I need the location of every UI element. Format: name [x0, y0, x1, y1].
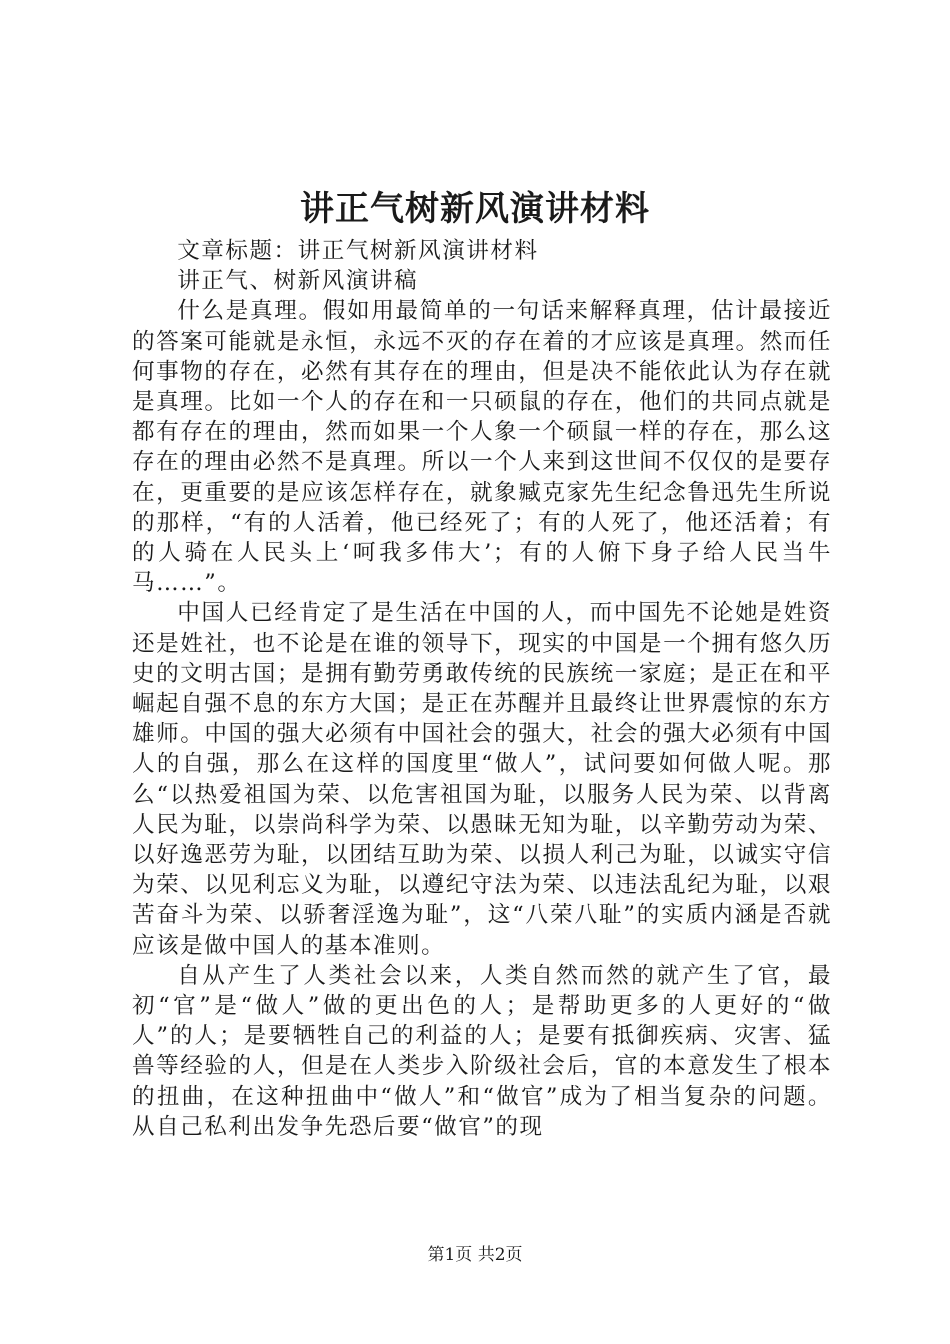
document-title: 讲正气树新风演讲材料: [300, 189, 650, 229]
paragraph: 中国人已经肯定了是生活在中国的人，而中国先不论她是姓资还是姓社，也不论是在谁的领导下，现实的中国是一个拥有悠久历史的文明古国；是拥有勤劳勇敢传统的民族统一家庭；是正在和平崛起自强不息的东方大国；是正在苏醒并且最终让世界震惊的东方雄师。中国的强大必须有中国社会的强大，社会的强大必须有中国人的自强，那么在这样的国度里“做人”，试问要如何做人呢。那么“以热爱祖国为荣、以危害祖国为耻，以服务人民为荣、以背离人民为耻，以崇尚科学为荣、以愚昧无知为耻，以辛勤劳动为荣、以好逸恶劳为耻，以团结互助为荣、以损人利己为耻，以诚实守信为荣、以见利忘义为耻，以遵纪守法为荣、以违法乱纪为耻，以艰苦奋斗为荣、以骄奢淫逸为耻”，这“八荣八耻”的实质内涵是否就应该是做中国人的基本准则。: [132, 600, 832, 959]
page-number-footer: 第1页 共2页: [427, 1245, 523, 1265]
meta-line: 文章标题：讲正气树新风演讲材料: [177, 238, 539, 264]
speech-subtitle: 讲正气、树新风演讲稿: [177, 268, 419, 295]
document-body: [132, 236, 832, 1142]
paragraph: 自从产生了人类社会以来，人类自然而然的就产生了官，最初“官”是“做人”做的更出色的人；是帮助更多的人更好的“做人”的人；是要牺牲自己的利益的人；是要有抵御疾病、灾害、猛兽等经验的人，但是在人类步入阶级社会后，官的本意发生了根本的扭曲，在这种扭曲中“做人”和“做官”成为了相当复杂的问题。从自己私利出发争先恐后要“做官”的现: [132, 962, 832, 1140]
paragraph: 什么是真理。假如用最简单的一句话来解释真理，估计最接近的答案可能就是永恒，永远不灭的存在着的才应该是真理。然而任何事物的存在，必然有其存在的理由，但是决不能依此认为存在就是真理。比如一个人的存在和一只硕鼠的存在，他们的共同点就是都有存在的理由，然而如果一个人象一个硕鼠一样的存在，那么这存在的理由必然不是真理。所以一个人来到这世间不仅仅的是要存在，更重要的是应该怎样存在，就象臧克家先生纪念鲁迅先生所说的那样，“有的人活着，他已经死了；有的人死了，他还活着；有的人骑在人民头上‘呵我多伟大’；有的人俯下身子给人民当牛马……”。: [132, 298, 832, 597]
